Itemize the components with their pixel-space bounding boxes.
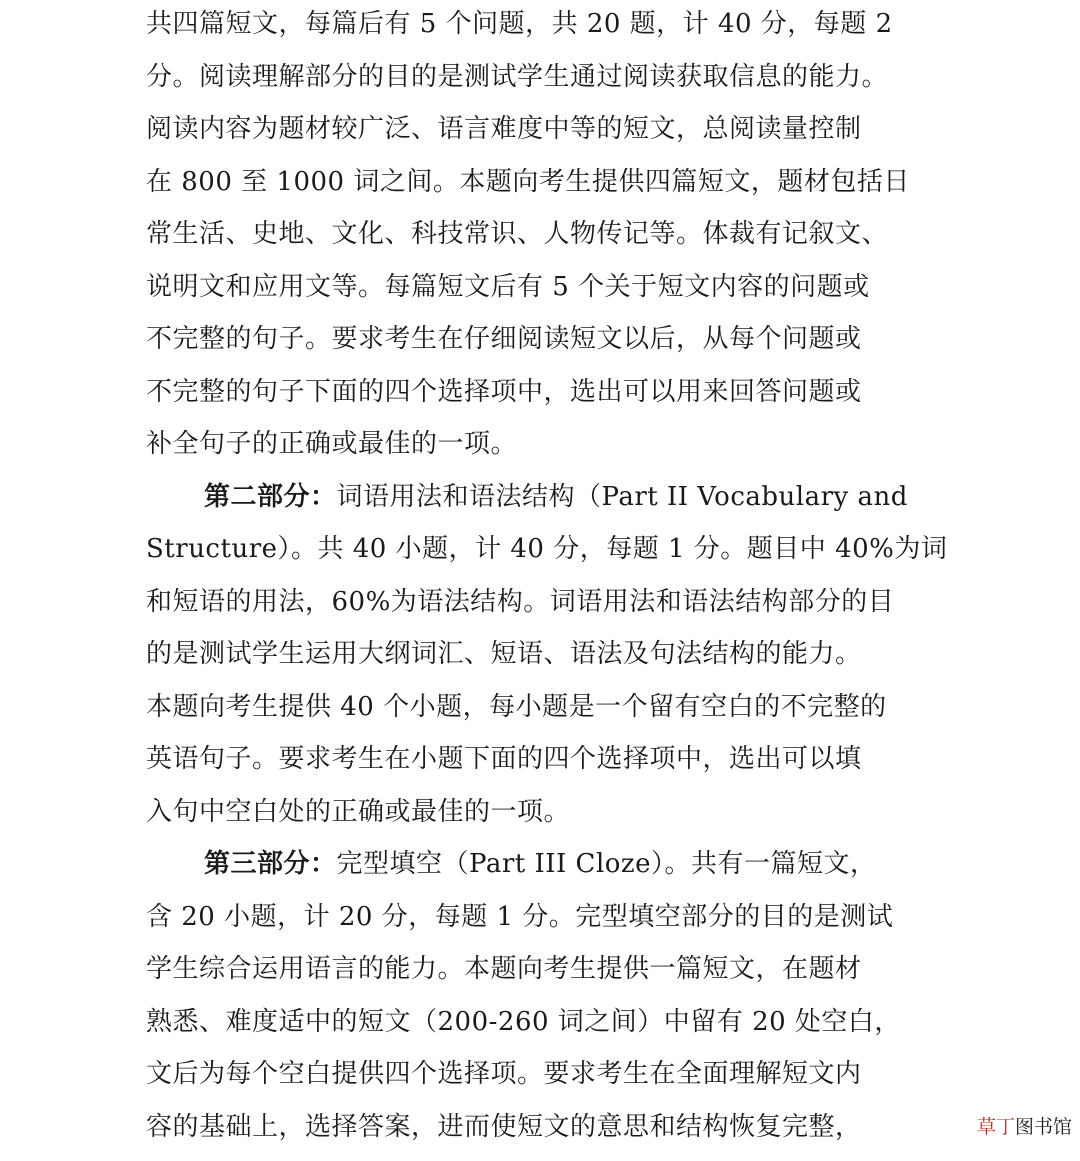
site-watermark	[977, 1115, 1072, 1139]
text-line: 在 800 至 1000 词之间。本题向考生提供四篇短文，题材包括日	[146, 166, 910, 197]
paragraph-part-three	[146, 838, 936, 1153]
text-line: 和短语的用法，60%为语法结构。词语用法和语法结构部分的目	[146, 586, 895, 617]
text-line: 阅读内容为题材较广泛、语言难度中等的短文，总阅读量控制	[146, 114, 862, 144]
text-line: Structure）。共 40 小题，计 40 分，每题 1 分。题目中 40%为词	[146, 534, 948, 564]
text-line: 含 20 小题，计 20 分，每题 1 分。完型填空部分的目的是测试	[146, 901, 894, 932]
section-heading: 第二部分：	[204, 481, 337, 512]
text-line: 的是测试学生运用大纲词汇、短语、语法及句法结构的能力。	[146, 639, 862, 669]
text-line: 常生活、史地、文化、科技常识、人物传记等。体裁有记叙文、	[146, 219, 889, 249]
watermark-text: 图书馆	[1014, 1116, 1072, 1138]
paragraph-reading	[146, 0, 936, 471]
text-line: 容的基础上，选择答案，进而使短文的意思和结构恢复完整，	[146, 1111, 862, 1142]
text-line: 学生综合运用语言的能力。本题向考生提供一篇短文，在题材	[146, 954, 862, 984]
text-line: 入句中空白处的正确或最佳的一项。	[146, 796, 571, 827]
paragraph-part-two	[146, 471, 948, 839]
text-line	[146, 838, 936, 891]
text-line: 熟悉、难度适中的短文（200-260 词之间）中留有 20 处空白，	[146, 1006, 901, 1037]
text-line: 分。阅读理解部分的目的是测试学生通过阅读获取信息的能力。	[146, 61, 889, 92]
document-body	[146, 0, 948, 1153]
text-line: 本题向考生提供 40 个小题，每小题是一个留有空白的不完整的	[146, 691, 887, 722]
text-line: 补全句子的正确或最佳的一项。	[146, 429, 518, 459]
section-heading: 第三部分：	[204, 849, 337, 879]
text-line: 英语句子。要求考生在小题下面的四个选择项中，选出可以填	[146, 744, 862, 774]
text-line: 说明文和应用文等。每篇短文后有 5 个关于短文内容的问题或	[146, 271, 870, 302]
text-run: 词语用法和语法结构（Part II Vocabulary and	[336, 481, 908, 512]
text-line: 共四篇短文，每篇后有 5 个问题，共 20 题，计 40 分，每题 2	[146, 9, 893, 39]
text-line: 不完整的句子。要求考生在仔细阅读短文以后，从每个问题或	[146, 324, 862, 354]
text-line: 不完整的句子下面的四个选择项中，选出可以用来回答问题或	[146, 376, 862, 407]
watermark-accent-text: 草丁	[976, 1116, 1015, 1138]
text-run: 完型填空（Part III Cloze）。共有一篇短文，	[336, 849, 877, 879]
text-line: 文后为每个空白提供四个选择项。要求考生在全面理解短文内	[146, 1059, 862, 1089]
text-line	[146, 471, 936, 524]
